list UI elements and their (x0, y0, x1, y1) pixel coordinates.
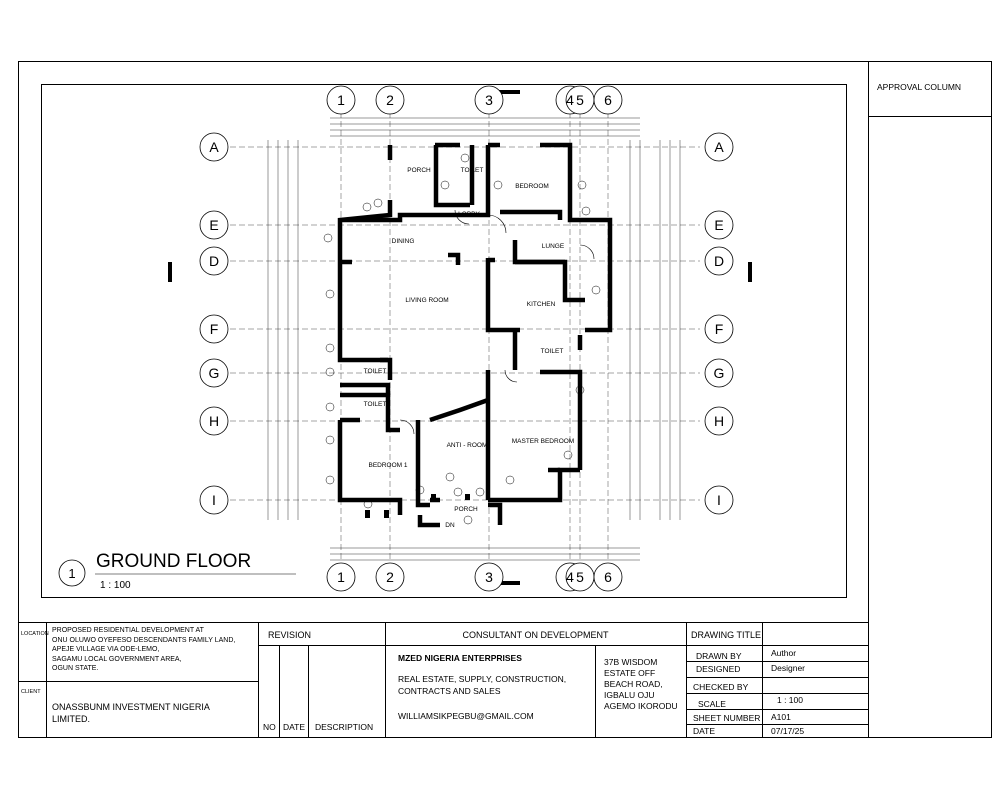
room-porch-top: PORCH (407, 167, 431, 174)
client-line: ONASSBUNM INVESTMENT NIGERIA (52, 702, 210, 712)
client-line: LIMITED. (52, 714, 91, 724)
location-label: LOCATION (21, 631, 49, 637)
view-name: GROUND FLOOR (96, 551, 252, 572)
company-email: WILLIAMSIKPEGBU@GMAIL.COM (398, 711, 534, 721)
grid-row-right-H: H (713, 413, 725, 429)
designed-label: DESIGNED (696, 664, 741, 674)
grid-row-right-G: G (713, 365, 725, 381)
company-address (604, 657, 678, 712)
checked-by-label: CHECKED BY (693, 682, 749, 692)
grid-col-bottom-1: 1 (337, 569, 345, 585)
grid-row-left-D: D (208, 253, 220, 269)
address-line: ESTATE OFF (604, 668, 656, 678)
grid-row-left-A: A (209, 139, 219, 155)
date-value: 07/17/25 (771, 726, 805, 736)
tb-value-col (762, 622, 763, 738)
grid-row-left-I: I (212, 492, 216, 508)
location-line: SAGAMU LOCAL GOVERNMENT AREA, (52, 655, 182, 663)
grid-row-labels (209, 139, 725, 508)
view-number: 1 (68, 566, 76, 581)
tb-col-4 (686, 622, 687, 738)
room-master-bedroom: MASTER BEDROOM (511, 438, 575, 445)
room-toilet-left2: TOILET (363, 401, 387, 408)
address-line: IGBALU OJU (604, 690, 655, 700)
address-line: 37B WISDOM (604, 657, 658, 667)
grid-row-left-G: G (208, 365, 220, 381)
view-scale: 1 : 100 (100, 580, 131, 591)
room-anti-room: ANTI - ROOM (446, 442, 488, 449)
tb-row-e (686, 724, 868, 725)
room-living-room: LIVING ROOM (405, 297, 449, 304)
room-porch-bottom: PORCH (454, 506, 478, 513)
location-line: OGUN STATE. (52, 665, 99, 672)
room-toilet-top: TOILET (460, 167, 484, 174)
drawn-by-label: DRAWN BY (696, 651, 742, 661)
grid-row-right-I: I (717, 492, 721, 508)
room-bedroom1: BEDROOM 1 (368, 462, 408, 469)
grid-col-top-6: 6 (604, 92, 612, 108)
grid-col-bottom-5: 5 (576, 569, 584, 585)
grid-col-top-1: 1 (337, 92, 345, 108)
room-toilet-mid: TOILET (540, 348, 564, 355)
date-label: DATE (693, 726, 716, 736)
grid-col-bottom-2: 2 (386, 569, 394, 585)
sheet-number-label: SHEET NUMBER (693, 713, 761, 723)
drawn-by-value: Author (771, 648, 797, 658)
scale-label: SCALE (698, 699, 726, 709)
rev-no-header: NO (263, 722, 276, 732)
grid-row-right-E: E (714, 217, 724, 233)
designed-value: Designer (771, 663, 806, 673)
tb-rev-col-b (308, 645, 309, 738)
grid-col-bottom-3: 3 (485, 569, 493, 585)
company-services-line: CONTRACTS AND SALES (398, 686, 501, 696)
scale-value: 1 : 100 (777, 695, 803, 705)
rev-date-header: DATE (283, 722, 306, 732)
location-line: ONU OLUWO OYEFESO DESCENDANTS FAMILY LAND, (52, 636, 236, 644)
grid-col-bottom-4: 4 (566, 569, 574, 585)
room-toilet-left1: TOILET (363, 368, 387, 375)
grid-col-top-2: 2 (386, 92, 394, 108)
tb-header-rule (258, 645, 868, 646)
company-services-line: REAL ESTATE, SUPPLY, CONSTRUCTION, (398, 674, 567, 684)
grid-row-left-F: F (209, 321, 219, 337)
grid-row-left-H: H (208, 413, 220, 429)
drawing-title-label: DRAWING TITLE (691, 630, 762, 640)
grid-col-top-5: 5 (576, 92, 584, 108)
room-kitchen: KITCHEN (526, 301, 556, 308)
tb-row-b (686, 677, 868, 678)
company-services (398, 673, 566, 697)
room-lunge: LUNGE (541, 243, 565, 250)
room-dining: DINING (391, 238, 415, 245)
grid-row-right-A: A (714, 139, 724, 155)
grid-col-top-3: 3 (485, 92, 493, 108)
room-bedroom: BEDROOM (515, 183, 549, 190)
location-line: PROPOSED RESIDENTIAL DEVELOPMENT AT (52, 627, 204, 634)
title-block-top (18, 622, 868, 623)
client-label: CLIENT (21, 689, 41, 695)
sheet-number-value: A101 (771, 712, 791, 722)
location-line: APEJE VILLAGE VIA ODE-LEMO, (52, 646, 160, 653)
location-text (52, 626, 235, 674)
revision-header: REVISION (268, 630, 312, 640)
tb-address-col (595, 645, 596, 738)
grid-row-left-E: E (209, 217, 219, 233)
approval-column-label: APPROVAL COLUMN (877, 82, 962, 92)
tb-col-2 (258, 622, 259, 738)
rev-description-header: DESCRIPTION (315, 722, 374, 732)
address-line: BEACH ROAD, (604, 679, 663, 689)
address-line: AGEMO IKORODU (604, 701, 678, 711)
tb-loc-client-divider (18, 681, 258, 682)
grid-row-right-F: F (714, 321, 724, 337)
tb-col-1 (46, 622, 47, 738)
room-dn: DN (445, 522, 455, 529)
client-text (52, 701, 210, 725)
grid-row-right-D: D (713, 253, 725, 269)
consultant-header: CONSULTANT ON DEVELOPMENT (462, 630, 609, 640)
tb-row-c (686, 693, 868, 694)
grid-col-top-4: 4 (566, 92, 574, 108)
tb-rev-col-a (279, 645, 280, 738)
room-lobby: LOBBY (458, 211, 480, 218)
grid-col-bottom-6: 6 (604, 569, 612, 585)
company-name: MZED NIGERIA ENTERPRISES (398, 653, 522, 663)
